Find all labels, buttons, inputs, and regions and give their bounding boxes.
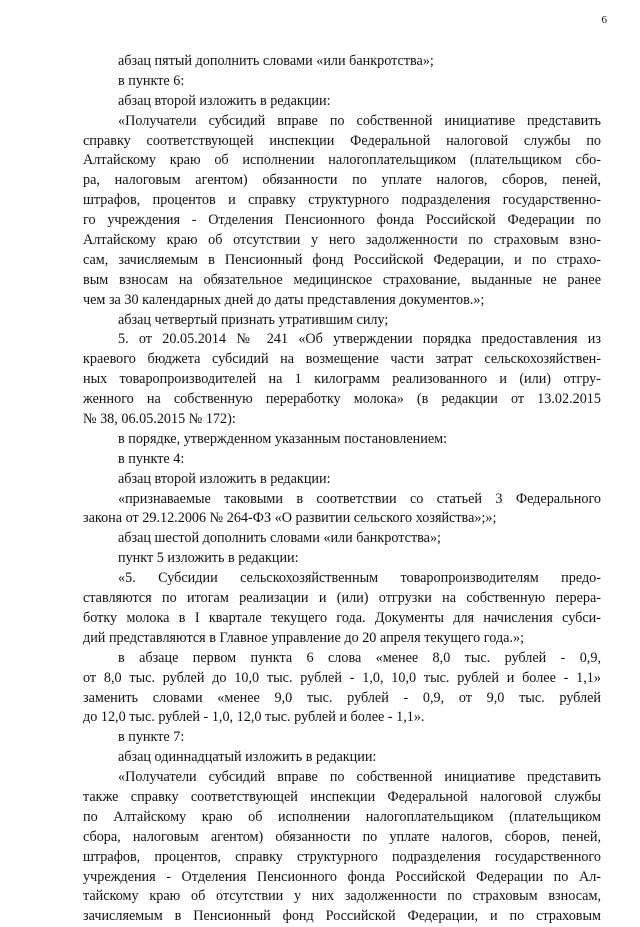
- text-line: в пункте 7:: [118, 729, 185, 746]
- text-line: «Получатели субсидий вправе по собственной инициативе представить: [118, 112, 601, 129]
- text-line: женного на собственную переработку молока» (в редакции от 13.02.2015: [83, 391, 601, 408]
- text-line: чем за 30 календарных дней до даты представления документов.»;: [83, 291, 485, 308]
- text-line: Алтайскому краю об отсутствии у него задолженности по страховым взно-: [83, 232, 601, 249]
- text-line: сам, зачисляемым в Пенсионный фонд Российской Федерации, и по страхо-: [83, 251, 601, 268]
- page-number: 6: [601, 14, 607, 26]
- text-line: абзац шестой дополнить словами «или банкротства»;: [118, 530, 441, 547]
- text-line: «Получатели субсидий вправе по собственной инициативе представить: [118, 769, 601, 786]
- text-line: ных товаропроизводителей на 1 килограмм реализованного и (или) отгру-: [83, 371, 601, 388]
- text-line: в порядке, утвержденном указанным постановлением:: [118, 430, 448, 447]
- text-line: «признаваемые таковыми в соответствии со статьей 3 Федерального: [118, 490, 601, 507]
- text-line: штрафов, процентов, справку структурного подразделения государственного: [83, 848, 601, 865]
- text-line: краевого бюджета субсидий на возмещение части затрат сельскохозяйствен-: [83, 351, 601, 368]
- text-line: справку соответствующей инспекции Федеральной налоговой службы по: [83, 132, 601, 149]
- text-line: абзац пятый дополнить словами «или банкротства»;: [118, 53, 434, 69]
- text-line: абзац одиннадцатый изложить в редакции:: [118, 749, 377, 766]
- text-line: заменить словами «менее 9,0 тыс. рублей - 0,9, от 9,0 тыс. рублей: [83, 689, 601, 706]
- text-line: в абзаце первом пункта 6 слова «менее 8,0 тыс. рублей - 0,9,: [118, 649, 601, 666]
- text-line: штрафов, процентов и справку структурного подразделения государственно-: [83, 192, 601, 209]
- document-body: [83, 52, 601, 927]
- text-line: учреждения - Отделения Пенсионного фонда Российской Федерации по Ал-: [83, 868, 601, 885]
- text-line: 5. от 20.05.2014 № 241 «Об утверждении порядка предоставления из: [118, 331, 601, 348]
- text-line: абзац второй изложить в редакции:: [118, 470, 331, 487]
- text-line: абзац четвертый признать утратившим силу;: [118, 311, 389, 328]
- text-line: дий представляются в Главное управление до 20 апреля текущего года.»;: [83, 629, 525, 646]
- text-line: ра, налоговым агентом) обязанности по уплате налогов, сборов, пеней,: [83, 172, 601, 189]
- text-line: ботку молока в I квартале текущего года. Документы для начисления субси-: [83, 609, 601, 626]
- text-line: ставляются по итогам реализации и (или) отгрузки на собственную перера-: [83, 590, 601, 607]
- text-line: в пункте 6:: [118, 72, 185, 89]
- text-line: абзац второй изложить в редакции:: [118, 92, 331, 109]
- text-line: по Алтайскому краю об исполнении налогоплательщиком (плательщиком: [83, 808, 601, 825]
- text-line: пункт 5 изложить в редакции:: [118, 550, 299, 567]
- text-line: сбора, налоговым агентом) обязанности по уплате налогов, сборов, пеней,: [83, 828, 601, 845]
- text-line: тайскому краю об отсутствии у них задолженности по страховым взносам,: [83, 888, 601, 905]
- text-line: вым взносам на обязательное медицинское страхование, выданные не ранее: [83, 271, 601, 288]
- text-line: до 12,0 тыс. рублей - 1,0, 12,0 тыс. рублей и более - 1,1».: [83, 709, 425, 726]
- text-line: Алтайскому краю об исполнении налогоплательщиком (плательщиком сбо-: [83, 152, 601, 169]
- text-line: «5. Субсидии сельскохозяйственным товаропроизводителям предо-: [118, 570, 601, 587]
- text-line: № 38, 06.05.2015 № 172):: [83, 411, 236, 428]
- text-line: от 8,0 тыс. рублей до 10,0 тыс. рублей - 1,0, 10,0 тыс. рублей и более - 1,1»: [83, 669, 601, 686]
- text-line: го учреждения - Отделения Пенсионного фонда Российской Федерации по: [83, 212, 601, 229]
- text-line: также справку соответствующей инспекции Федеральной налоговой службы: [83, 788, 601, 805]
- text-line: в пункте 4:: [118, 450, 185, 467]
- text-line: закона от 29.12.2006 № 264-ФЗ «О развитии сельского хозяйства»;»;: [83, 510, 497, 527]
- text-line: зачисляемым в Пенсионный фонд Российской Федерации, и по страховым: [83, 908, 601, 925]
